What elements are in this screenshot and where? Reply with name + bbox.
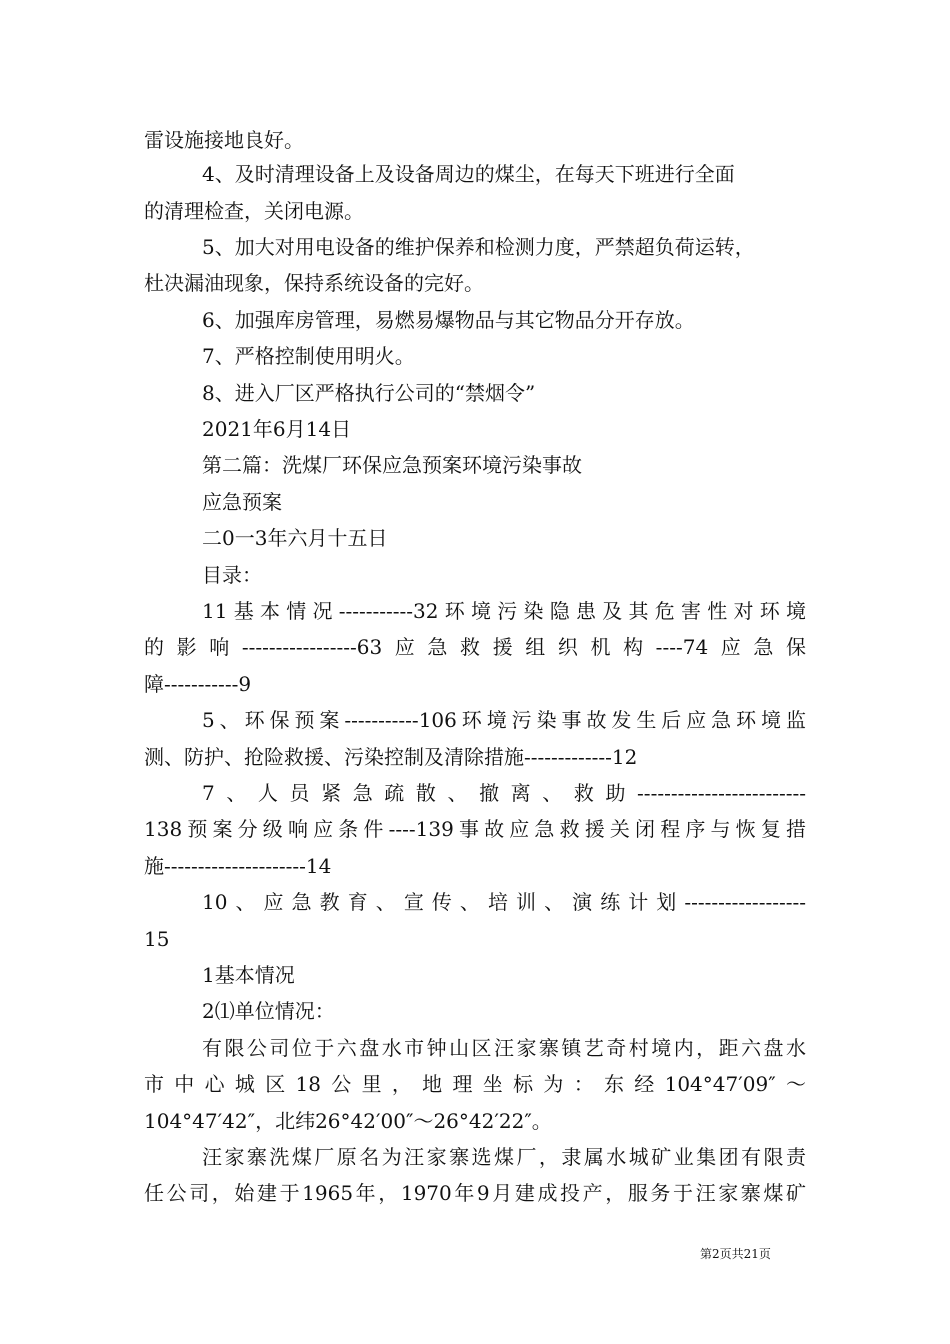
- section-heading: 1基本情况: [202, 963, 295, 987]
- body-line: 4、及时清理设备上及设备周边的煤尘，在每天下班进行全面: [202, 162, 735, 186]
- body-line: 杜决漏油现象，保持系统设备的完好。: [144, 271, 484, 295]
- toc-line: 7、人员紧急疏散、撤离、救助-------------------------: [202, 781, 806, 805]
- toc-line: 障-----------9: [144, 672, 252, 696]
- body-line: 的清理检查，关闭电源。: [144, 199, 364, 223]
- toc-line: 138预案分级响应条件----139事故应急救援关闭程序与恢复措: [144, 817, 806, 841]
- toc-line: 11基本情况-----------32环境污染隐患及其危害性对环境: [202, 599, 806, 623]
- subsection-heading: 2⑴单位情况：: [202, 999, 335, 1023]
- toc-line: 的影响-----------------63应急救援组织机构----74应急保: [144, 635, 806, 659]
- body-line: 雷设施接地良好。: [144, 128, 304, 152]
- section-title: 第二篇：洗煤厂环保应急预案环境污染事故: [202, 453, 582, 477]
- date-line: 2021年6月14日: [202, 417, 352, 441]
- toc-line: 施---------------------14: [144, 854, 332, 878]
- body-line: 8、进入厂区严格执行公司的“禁烟令”: [202, 381, 536, 405]
- body-line: 任公司，始建于1965年，1970年9月建成投产，服务于汪家寨煤矿: [144, 1181, 806, 1205]
- date-line: 二0一3年六月十五日: [202, 526, 388, 550]
- body-line: 汪家寨洗煤厂原名为汪家寨选煤厂，隶属水城矿业集团有限责: [202, 1145, 806, 1169]
- body-line: 5、加大对用电设备的维护保养和检测力度，严禁超负荷运转，: [202, 235, 755, 259]
- body-line: 6、加强库房管理，易燃易爆物品与其它物品分开存放。: [202, 308, 695, 332]
- body-line: 市中心城区18公里，地理坐标为：东经104°47′09″～: [144, 1072, 806, 1096]
- toc-line: 10、应急教育、宣传、培训、演练计划------------------: [202, 890, 806, 914]
- body-line: 有限公司位于六盘水市钟山区汪家寨镇艺奇村境内，距六盘水: [202, 1036, 806, 1060]
- section-subtitle: 应急预案: [202, 490, 282, 514]
- body-line: 7、严格控制使用明火。: [202, 344, 415, 368]
- body-line: 104°47′42″，北纬26°42′00″～26°42′22″。: [144, 1109, 552, 1133]
- toc-line: 15: [144, 927, 170, 951]
- page-number-footer: 第2页共21页: [700, 1247, 771, 1261]
- toc-line: 5、环保预案-----------106环境污染事故发生后应急环境监: [202, 708, 806, 732]
- toc-line: 测、防护、抢险救援、污染控制及清除措施-------------12: [144, 745, 638, 769]
- toc-heading: 目录：: [202, 563, 262, 587]
